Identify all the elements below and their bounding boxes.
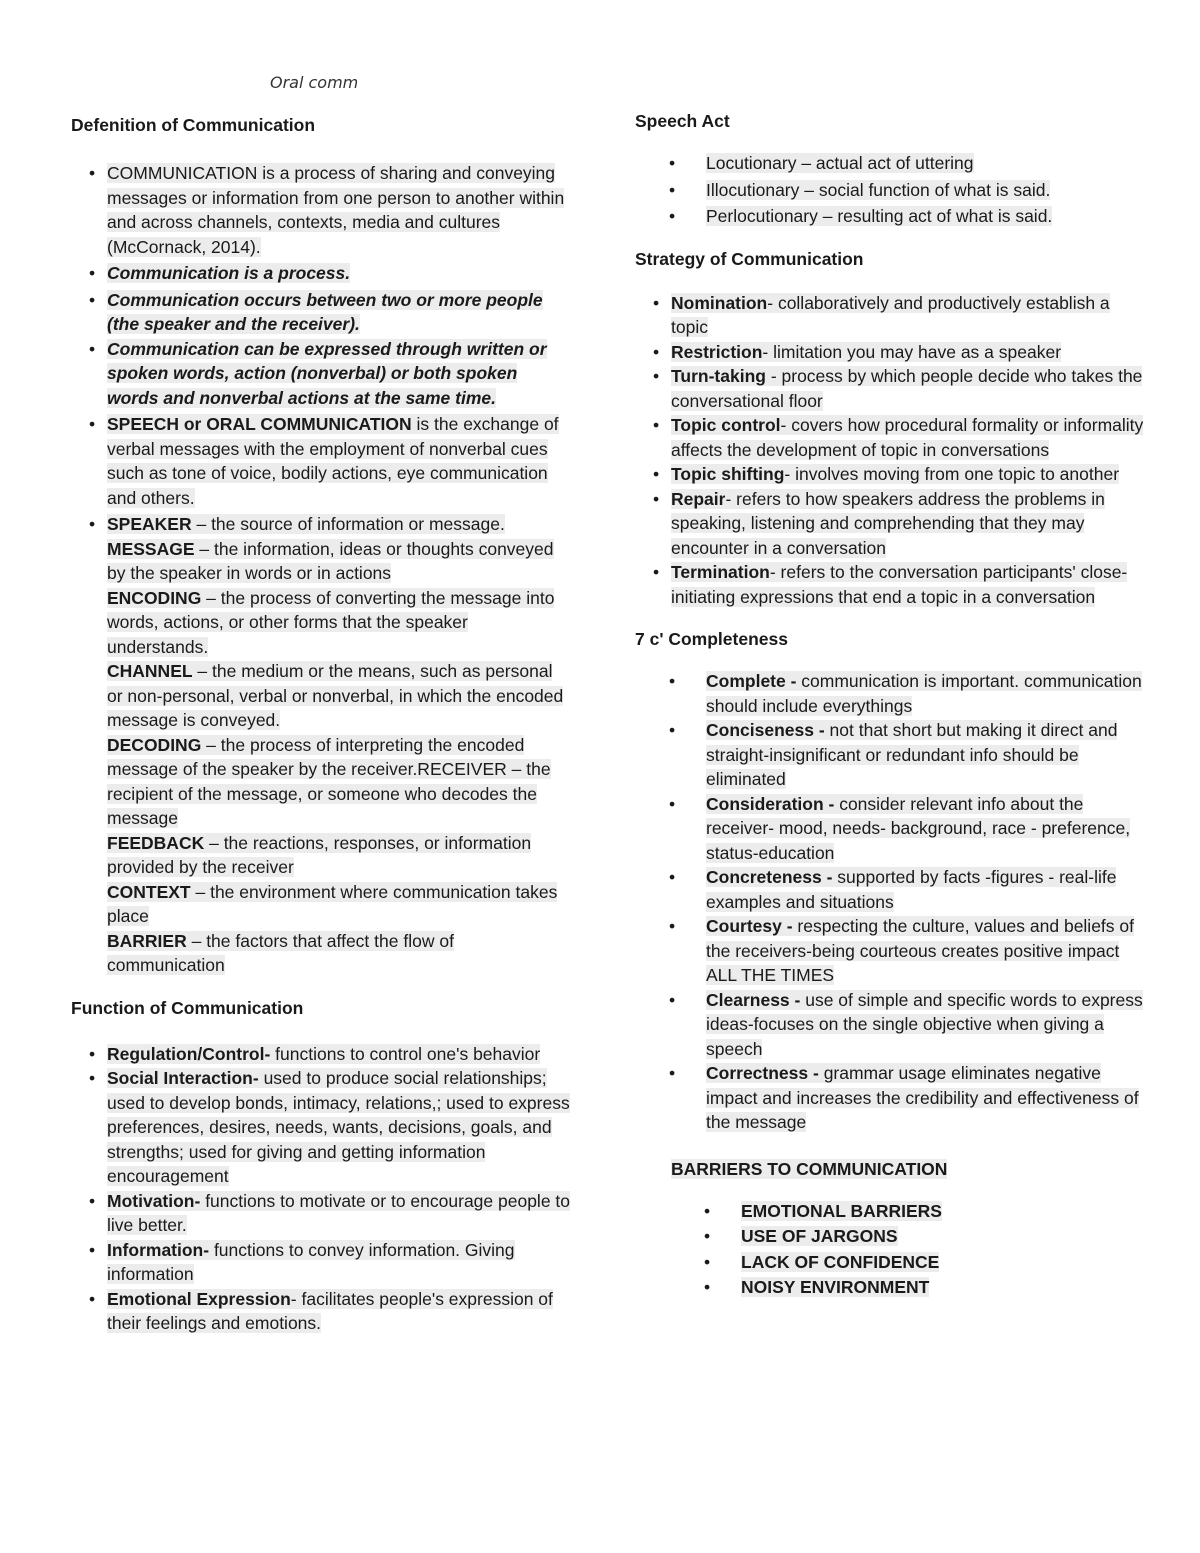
list-item	[706, 914, 1145, 988]
term-desc: – the reactions, responses, or information provided by the receiver	[107, 832, 532, 877]
definition-text: Communication occurs between two or more people (the speaker and the receiver).	[107, 289, 543, 334]
seven-c-list	[635, 669, 1145, 1135]
definition-text: Communication is a process.	[107, 263, 351, 283]
list-item	[671, 560, 1145, 609]
definition-text: COMMUNICATION is a process of sharing and conveying messages or information from one person to another within and across channels, contexts, media and cultures (McCornack, 2014).	[107, 163, 565, 257]
definition-list	[71, 161, 571, 978]
barrier-text: LACK OF CONFIDENCE	[741, 1251, 940, 1272]
term-label: Concreteness -	[706, 867, 838, 887]
term-desc: functions to convey information. Giving information	[107, 1239, 515, 1284]
document-title: Oral comm	[270, 73, 359, 92]
term-label: Information-	[107, 1239, 210, 1260]
term-desc: - collaboratively and productively establish a topic	[671, 292, 1110, 337]
strategy-heading: Strategy of Communication	[635, 248, 864, 269]
barrier-text: EMOTIONAL BARRIERS	[741, 1200, 942, 1221]
list-item	[706, 1061, 1145, 1135]
definition-text: Communication can be expressed through written or spoken words, action (nonverbal) or both spoken words and nonverbal actions at the same time.	[107, 338, 547, 408]
term-label: CHANNEL	[107, 661, 193, 681]
list-item	[706, 669, 1145, 718]
term-label: MESSAGE	[107, 538, 195, 559]
term-desc: respecting the culture, values and beliefs of the receivers-being courteous creates positive impact ALL THE TIMES	[706, 916, 1134, 985]
list-item	[671, 340, 1145, 365]
term-label: SPEECH or ORAL COMMUNICATION	[107, 414, 412, 434]
term-label: Termination	[671, 562, 770, 582]
term-label: Emotional Expression	[107, 1288, 291, 1309]
list-item	[706, 204, 1145, 229]
term-label: Topic shifting	[671, 464, 785, 484]
list-item	[741, 1275, 1145, 1300]
list-item	[107, 337, 571, 411]
term-desc: – the source of information or message.	[191, 514, 505, 534]
term-desc: – the factors that affect the flow of communication	[107, 930, 454, 975]
speech-act-text: Perlocutionary – resulting act of what is said.	[706, 206, 1053, 226]
term-desc: consider relevant info about the receiver- mood, needs- background, race - preference, status-education	[706, 793, 1131, 863]
term-desc: – the process of interpreting the encoded message of the speaker by the receiver.RECEIVER – the recipient of the message, or someone who decodes the message	[107, 734, 551, 828]
list-item	[671, 462, 1145, 487]
strategy-list	[635, 291, 1145, 610]
list-item	[107, 1287, 571, 1336]
seven-c-heading: 7 c' Completeness	[635, 629, 788, 649]
speech-act-text: Illocutionary – social function of what is said.	[706, 179, 1051, 200]
term-desc: functions to motivate or to encourage people to live better.	[107, 1190, 571, 1235]
term-desc: – the environment where communication takes place	[107, 881, 558, 926]
term-desc: - facilitates people's expression of their feelings and emotions.	[107, 1288, 553, 1333]
list-item	[741, 1250, 1145, 1275]
term-label: Correctness -	[706, 1063, 824, 1083]
list-item	[706, 178, 1145, 203]
barrier-text: NOISY ENVIRONMENT	[741, 1277, 930, 1297]
term-desc: functions to control one's behavior	[270, 1043, 541, 1064]
list-item	[107, 288, 571, 337]
list-item	[671, 487, 1145, 561]
list-item	[741, 1224, 1145, 1249]
left-column	[71, 113, 571, 1336]
function-heading: Function of Communication	[71, 997, 304, 1018]
speech-act-heading: Speech Act	[635, 111, 730, 131]
term-label: Restriction	[671, 341, 763, 362]
right-column	[635, 109, 1145, 1300]
function-list	[71, 1042, 571, 1336]
term-label: Topic control	[671, 415, 781, 435]
list-item	[671, 364, 1145, 413]
barriers-heading	[671, 1157, 1145, 1181]
term-label: Consideration -	[706, 793, 840, 814]
term-desc: communication is important. communication should include everythings	[706, 671, 1142, 716]
term-label: BARRIER	[107, 930, 187, 951]
term-desc: – the medium or the means, such as personal or non-personal, verbal or nonverbal, in which the encoded message is conveyed.	[107, 661, 564, 730]
list-item	[706, 151, 1145, 176]
list-item	[107, 512, 571, 978]
term-label: SPEAKER	[107, 514, 192, 534]
term-desc: - involves moving from one topic to another	[784, 464, 1120, 484]
term-label: Social Interaction-	[107, 1068, 259, 1088]
term-desc: used to produce social relationships; used to develop bonds, intimacy, relations,; used to express preferences, desires, needs, wants, decisions, goals, and strengths; used for giving and getting information encouragement	[107, 1068, 570, 1186]
barrier-text: USE OF JARGONS	[741, 1226, 898, 1246]
term-desc: use of simple and specific words to express ideas-focuses on the single objective when giving a speech	[706, 989, 1143, 1059]
term-label: Courtesy -	[706, 916, 798, 936]
list-item	[671, 413, 1145, 462]
term-label: Regulation/Control-	[107, 1043, 271, 1064]
term-desc: - process by which people decide who takes the conversational floor	[671, 366, 1143, 411]
term-desc: - refers to how speakers address the problems in speaking, listening and comprehending that they may encounter in a conversation	[671, 488, 1105, 558]
barriers-heading-text: BARRIERS TO COMMUNICATION	[671, 1158, 948, 1179]
list-item	[107, 1189, 571, 1238]
speech-act-text: Locutionary – actual act of uttering	[706, 153, 974, 173]
term-label: Complete -	[706, 671, 802, 691]
list-item	[107, 1238, 571, 1287]
list-item	[107, 1066, 571, 1189]
term-desc: - refers to the conversation participants' close-initiating expressions that end a topic in a conversation	[671, 562, 1128, 607]
term-label: Nomination	[671, 292, 768, 313]
definition-heading: Defenition of Communication	[71, 115, 316, 135]
list-item	[706, 865, 1145, 914]
term-label: Turn-taking	[671, 366, 766, 386]
list-item	[107, 412, 571, 510]
list-item	[107, 161, 571, 259]
term-label: Motivation-	[107, 1190, 201, 1211]
term-desc: supported by facts -figures - real-life examples and situations	[706, 867, 1117, 912]
term-label: Repair	[671, 488, 726, 509]
list-item	[107, 1042, 571, 1067]
barriers-list	[635, 1199, 1145, 1300]
list-item	[107, 261, 571, 286]
speech-act-list	[635, 151, 1145, 229]
term-desc: is the exchange of verbal messages with the employment of nonverbal cues such as tone of voice, bodily actions, eye communication and others.	[107, 414, 559, 508]
term-desc: not that short but making it direct and straight-insignificant or redundant info should be eliminated	[706, 720, 1118, 789]
list-item	[706, 718, 1145, 792]
term-desc: - covers how procedural formality or informality affects the development of topic in conversations	[671, 415, 1144, 460]
term-label: FEEDBACK	[107, 832, 205, 853]
term-desc: – the information, ideas or thoughts conveyed by the speaker in words or in actions	[107, 538, 554, 583]
list-item	[706, 988, 1145, 1062]
term-desc: grammar usage eliminates negative impact and increases the credibility and effectiveness of the message	[706, 1063, 1139, 1132]
list-item	[671, 291, 1145, 340]
term-label: Conciseness -	[706, 720, 830, 740]
term-label: ENCODING	[107, 587, 202, 608]
term-label: Clearness -	[706, 989, 806, 1010]
list-item	[741, 1199, 1145, 1224]
term-desc: - limitation you may have as a speaker	[762, 341, 1062, 362]
term-desc: – the process of converting the message into words, actions, or other forms that the speaker understands.	[107, 587, 555, 657]
term-label: CONTEXT	[107, 881, 191, 902]
term-label: DECODING	[107, 734, 202, 755]
list-item	[706, 792, 1145, 866]
